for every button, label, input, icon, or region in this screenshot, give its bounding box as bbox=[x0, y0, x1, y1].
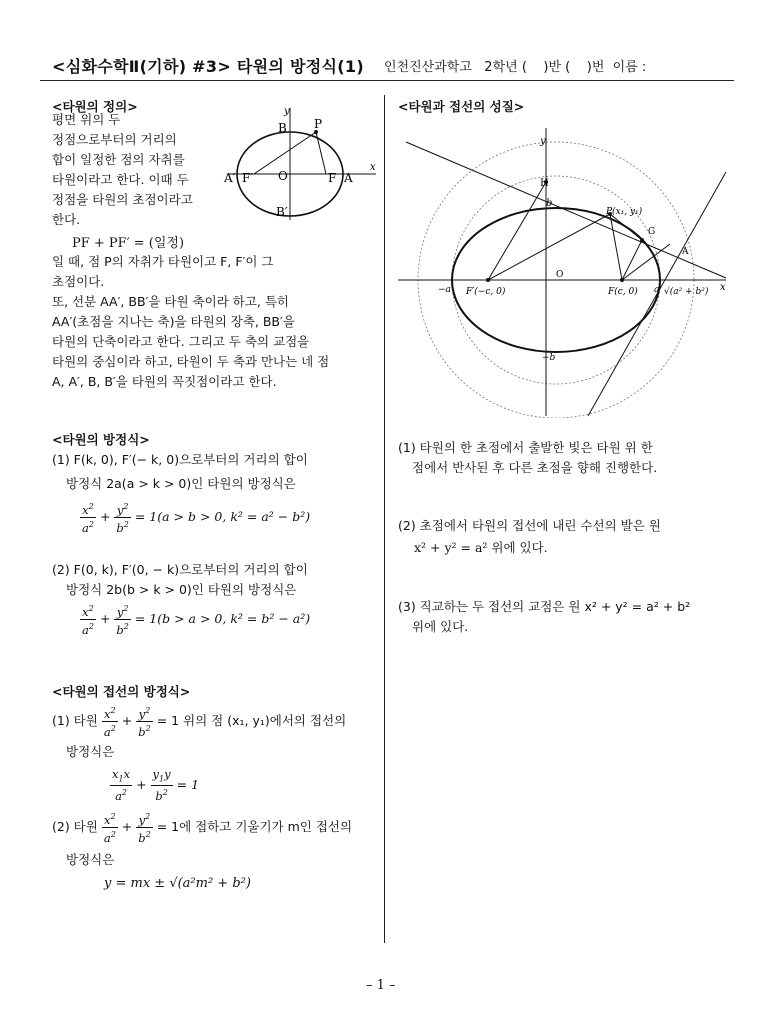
point-a-label: A bbox=[682, 247, 689, 257]
sqrt-a2-b2-label: √(a² + b²) bbox=[664, 287, 709, 297]
point-p-label: P bbox=[314, 117, 323, 131]
equation-item1-condition: = 1(a > b > 0, k² = a² − b²) bbox=[134, 508, 311, 524]
vertex-a-prime-label: A′ bbox=[224, 171, 236, 185]
x-axis-label: x bbox=[370, 162, 376, 173]
definition-heading: <타원의 정의> bbox=[52, 99, 138, 114]
property-2-line2: x² + y² = a² 위에 있다. bbox=[414, 540, 548, 555]
definition-line: 정점을 타원의 초점이라고 bbox=[52, 192, 193, 207]
tangent-item2-formula: y = mx ± √(a²m² + b²) bbox=[104, 876, 251, 891]
point-p-label: P(x₁, y₁) bbox=[606, 207, 643, 217]
property-3-line1: (3) 직교하는 두 접선의 교점은 원 x² + y² = a² + b² bbox=[398, 599, 691, 614]
ellipse-tangent-figure bbox=[396, 122, 732, 418]
definition-line: 타원이라고 한다. 이때 두 bbox=[52, 172, 189, 187]
definition-line: 한다. bbox=[52, 212, 81, 227]
a-label: a bbox=[654, 285, 660, 295]
definition-line: 타원의 단축이라고 한다. 그리고 두 축의 교점을 bbox=[52, 334, 310, 349]
focus-f-label: F(c, 0) bbox=[608, 287, 638, 297]
origin-label: O bbox=[278, 169, 288, 183]
definition-text-2 bbox=[52, 252, 329, 392]
vertex-b-prime-label: B′ bbox=[276, 205, 288, 219]
segment-f-prime-p bbox=[488, 214, 610, 280]
tangent-equation-heading: <타원의 접선의 방정식> bbox=[52, 684, 191, 699]
tangent-item1-formula: $\frac{x_1x}{a^2}$ + $\frac{y_1y}{b^2}$ = 1 bbox=[112, 767, 200, 804]
property-1-line1: (1) 타원의 한 초점에서 출발한 빛은 타원 위 한 bbox=[398, 440, 653, 455]
perpendicular-f-prime-h bbox=[488, 182, 546, 280]
definition-formula: PF + PF′ = (일정) bbox=[72, 236, 185, 251]
header-divider bbox=[40, 80, 734, 81]
focus-f-prime-point bbox=[486, 278, 490, 282]
column-divider bbox=[384, 95, 385, 943]
focus-f-point bbox=[620, 278, 624, 282]
minus-b-label: −b bbox=[542, 353, 556, 363]
definition-line: 정점으로부터의 거리의 bbox=[52, 132, 177, 147]
minus-a-label: −a bbox=[438, 285, 451, 295]
tangent-item2-line2: 방정식은 bbox=[66, 852, 115, 867]
tangent-item1-equation-rhs: = 1 bbox=[176, 777, 200, 793]
tangent-item1: (1) 타원 $\frac{x^2}{a^2}$ + $\frac{y^2}{b^2}$ = 1 위의 점 (x₁, y₁)에서의 접선의 bbox=[52, 706, 347, 739]
tangent-item2: (2) 타원 $\frac{x^2}{a^2}$ + $\frac{y^2}{b^2}$ = 1에 접하고 기울기가 m인 접선의 bbox=[52, 812, 353, 845]
focus-f-label: F bbox=[328, 171, 337, 185]
equation-item1-line1: (1) F(k, 0), F′(− k, 0)으로부터의 거리의 합이 bbox=[52, 452, 308, 467]
vertex-b-label: B bbox=[278, 121, 287, 135]
equation-item2-line1: (2) F(0, k), F′(0, − k)으로부터의 거리의 합이 bbox=[52, 562, 308, 577]
vertex-a-label: A bbox=[344, 171, 353, 185]
origin-label: O bbox=[556, 270, 564, 280]
definition-line: AA′(초점을 지나는 축)을 타원의 장축, BB′을 bbox=[52, 314, 295, 329]
student-info-line: 인천진산과학고 2학년 ( )반 ( )번 이름 : bbox=[384, 60, 647, 75]
page-number: – 1 – bbox=[366, 978, 396, 993]
tangent-item1-line2: 방정식은 bbox=[66, 744, 115, 759]
tangent-item2-suffix: = 1에 접하고 기울기가 m인 접선의 bbox=[156, 818, 353, 834]
definition-text bbox=[52, 110, 193, 230]
definition-line: 타원의 중심이라 하고, 타원이 두 축과 만나는 네 점 bbox=[52, 354, 330, 369]
tangent-item2-prefix: (2) 타원 bbox=[52, 818, 98, 834]
segment-p-g bbox=[610, 214, 642, 240]
definition-line: 평면 위의 두 bbox=[52, 112, 121, 127]
equation-item1-formula: $\frac{x^2}{a^2}$ + $\frac{y^2}{b^2}$ = 1(a > b > 0, k² = a² − b²) bbox=[82, 502, 311, 535]
y-axis-label: y bbox=[540, 136, 546, 147]
equation-heading: <타원의 방정식> bbox=[52, 432, 150, 447]
segment-pf bbox=[316, 132, 326, 174]
equation-item1-line2: 방정식 2a(a > k > 0)인 타원의 방정식은 bbox=[66, 476, 296, 491]
definition-line: 일 때, 점 P의 자취가 타원이고 F, F′이 그 bbox=[52, 254, 274, 269]
property-3-line2: 위에 있다. bbox=[412, 619, 469, 634]
definition-line: 또, 선분 AA′, BB′을 타원 축이라 하고, 특히 bbox=[52, 294, 289, 309]
ellipse-definition-figure bbox=[222, 104, 382, 222]
x-axis-label: x bbox=[720, 282, 726, 293]
segment-f-a bbox=[622, 244, 670, 280]
definition-line: 초점이다. bbox=[52, 274, 105, 289]
property-1-line2: 점에서 반사된 후 다른 초점을 향해 진행한다. bbox=[412, 460, 658, 475]
equation-item2-line2: 방정식 2b(b > k > 0)인 타원의 방정식은 bbox=[66, 582, 297, 597]
point-g bbox=[640, 238, 644, 242]
perpendicular-f-g bbox=[622, 240, 642, 280]
tangent-item1-suffix: = 1 위의 점 (x₁, y₁)에서의 접선의 bbox=[156, 712, 347, 728]
focus-f-prime-label: F′ bbox=[242, 171, 254, 185]
properties-heading: <타원과 접선의 성질> bbox=[398, 99, 525, 114]
definition-line: A, A′, B, B′을 타원의 꼭짓점이라고 한다. bbox=[52, 374, 277, 389]
equation-item2-formula: $\frac{x^2}{a^2}$ + $\frac{y^2}{b^2}$ = 1(b > a > 0, k² = b² − a²) bbox=[82, 604, 311, 637]
property-2-line1: (2) 초점에서 타원의 접선에 내린 수선의 발은 원 bbox=[398, 518, 661, 533]
tangent-item1-prefix: (1) 타원 bbox=[52, 712, 98, 728]
point-g-label: G bbox=[648, 227, 656, 237]
y-axis-label: y bbox=[284, 106, 290, 117]
focus-f-prime-label: F′(−c, 0) bbox=[466, 287, 506, 297]
definition-line: 합이 일정한 점의 자취를 bbox=[52, 152, 185, 167]
page-title: <심화수학Ⅱ(기하) #3> 타원의 방정식(1) bbox=[52, 57, 364, 76]
b-label: b bbox=[546, 198, 553, 209]
equation-item2-condition: = 1(b > a > 0, k² = b² − a²) bbox=[134, 610, 311, 626]
point-h-label: H bbox=[540, 178, 549, 189]
